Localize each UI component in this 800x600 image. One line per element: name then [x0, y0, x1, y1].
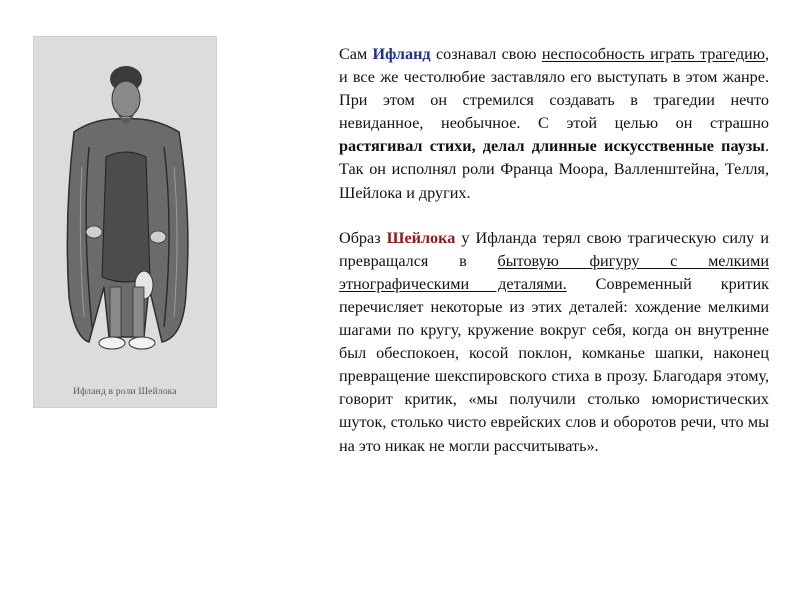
figure-caption: Ифланд в роли Шейлока: [73, 387, 177, 397]
paragraph-1-text-1: Сам: [339, 45, 373, 63]
name-iffland: Ифланд: [372, 45, 431, 63]
name-shylock: Шейлока: [386, 228, 456, 247]
paragraph-1-text-2: сознавал свою: [430, 45, 542, 63]
paragraph-2-text-3: Современный критик перечисляет некоторые из этих деталей: хождение мелкими шагами по кругу, кружение вокруг себя, когда он внутренне был обеспокоен, косой поклон, комканье шапки, наконец превращение шекспировского стиха в прозу. Благодаря этому, говорит критик, «мы получили столько юмористических шуток, столько чисто еврейских слов и оборотов речи, что мы на это никак не могли рассчитывать».: [339, 274, 769, 455]
shylock-engraving: [34, 37, 216, 377]
text-column: [339, 43, 769, 458]
paragraph-1-text-3: , и все же честолюбие заставляло его выступать в этом жанре. При этом он стремился создавать в трагедии нечто невиданное, необычное. С этой целью он страшно: [339, 45, 769, 133]
underlined-phrase-everyday-figure: бытовую фигуру с мелкими этнографическими деталями.: [339, 251, 770, 293]
illustration-panel: [33, 36, 217, 408]
paragraph-2-text-2: у Ифланда терял свою трагическую силу и превращался в: [339, 228, 769, 270]
bold-phrase-pauses: растягивал стихи, делал длинные искусственные паузы: [339, 137, 765, 156]
paragraph-2: [339, 227, 769, 458]
paragraph-2-text-1: Образ: [339, 228, 387, 247]
paragraph-1-text-4: . Так он исполнял роли Франца Моора, Валленштейна, Телля, Шейлока и других.: [339, 137, 769, 202]
underlined-phrase-inability: неспособность играть трагедию: [541, 45, 765, 63]
paragraph-1: [339, 43, 769, 205]
